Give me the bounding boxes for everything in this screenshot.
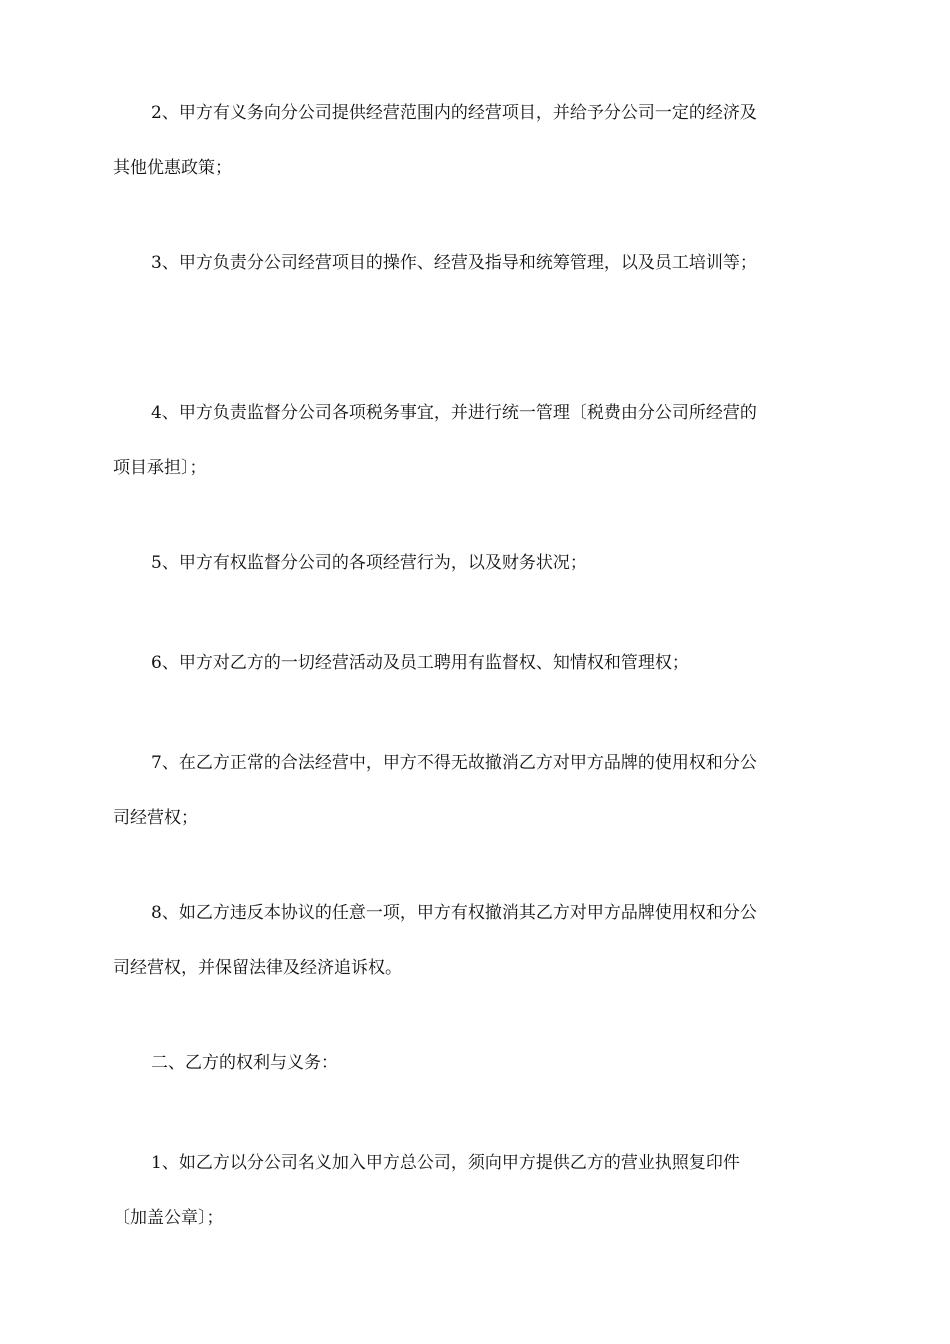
paragraph-line: 2、甲方有义务向分公司提供经营范围内的经营项目，并给予分公司一定的经济及: [151, 103, 757, 123]
paragraph-line: 项目承担〕；: [113, 458, 207, 478]
paragraph-line: 其他优惠政策；: [113, 158, 232, 178]
paragraph-line: 5、甲方有权监督分公司的各项经营行为，以及财务状况；: [151, 553, 587, 573]
paragraph-line: 〔加盖公章〕；: [113, 1208, 224, 1228]
paragraph-b1: [113, 1136, 838, 1246]
paragraph-line: 8、如乙方违反本协议的任意一项，甲方有权撤消其乙方对甲方品牌使用权和分公: [151, 903, 757, 923]
paragraph-6: [113, 636, 838, 691]
paragraph-3: [113, 236, 838, 291]
paragraph-8: [113, 886, 838, 996]
section-heading-party-b: [113, 1036, 838, 1091]
paragraph-line: 1、如乙方以分公司名义加入甲方总公司，须向甲方提供乙方的营业执照复印件: [151, 1153, 740, 1173]
paragraph-5: [113, 536, 838, 591]
paragraph-line: 司经营权；: [113, 808, 198, 828]
paragraph-line: 3、甲方负责分公司经营项目的操作、经营及指导和统筹管理，以及员工培训等；: [151, 253, 757, 273]
paragraph-4: [113, 386, 838, 496]
paragraph-2: [113, 86, 838, 196]
paragraph-line: 6、甲方对乙方的一切经营活动及员工聘用有监督权、知情权和管理权；: [151, 653, 689, 673]
paragraph-line: 4、甲方负责监督分公司各项税务事宜，并进行统一管理〔税费由分公司所经营的: [151, 403, 757, 423]
paragraph-line: 司经营权，并保留法律及经济追诉权。: [113, 958, 402, 978]
section-heading-line: 二、乙方的权利与义务：: [151, 1053, 338, 1073]
paragraph-7: [113, 736, 838, 846]
paragraph-line: 7、在乙方正常的合法经营中，甲方不得无故撤消乙方对甲方品牌的使用权和分公: [151, 753, 757, 773]
